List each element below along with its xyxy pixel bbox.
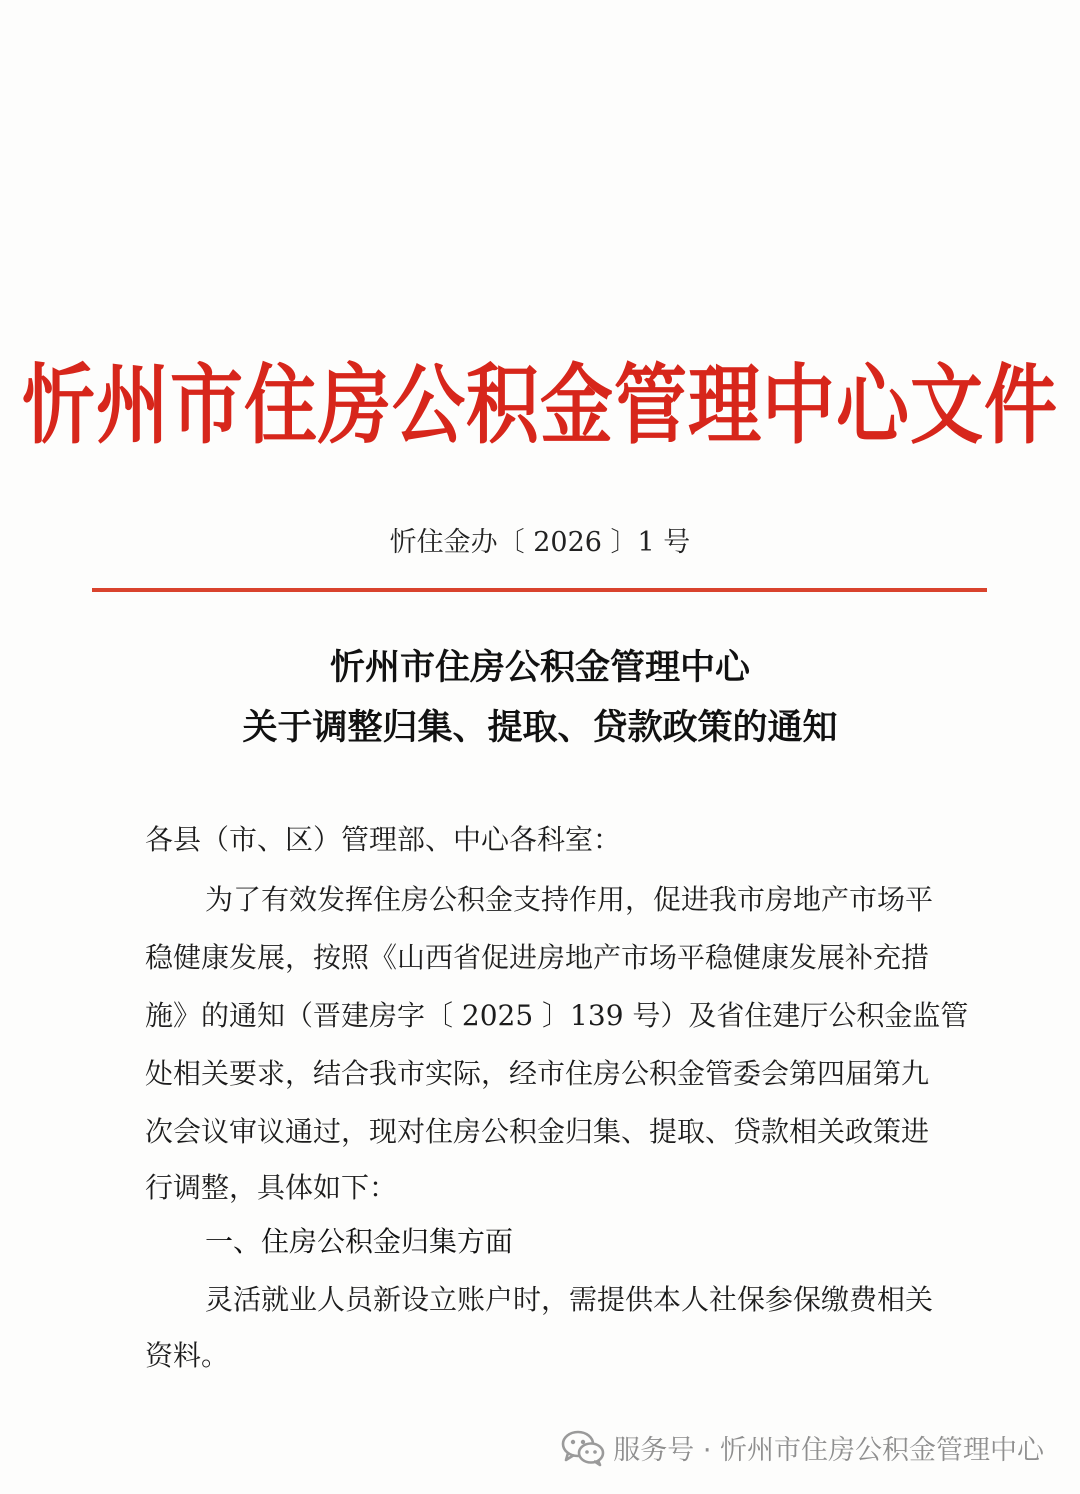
salutation: 各县（市、区）管理部、中心各科室：	[145, 823, 622, 856]
notice-title-line-2: 关于调整归集、提取、贷款政策的通知	[242, 707, 838, 748]
section-heading: 一、住房公积金归集方面	[205, 1225, 514, 1258]
service-account-watermark	[561, 1428, 1044, 1467]
paragraph-line: 行调整，具体如下：	[145, 1171, 398, 1204]
watermark-text: 服务号 · 忻州市住房公积金管理中心	[613, 1435, 1044, 1466]
paragraph-line: 资料。	[145, 1339, 230, 1372]
red-divider-line	[92, 588, 987, 592]
document-number: 忻住金办〔 2026 〕1 号	[389, 527, 691, 558]
paragraph-line: 为了有效发挥住房公积金支持作用，促进我市房地产市场平	[205, 883, 934, 916]
paragraph-line: 施》的通知（晋建房字〔 2025 〕139 号）及省住建厅公积金监管	[145, 999, 969, 1032]
notice-title-line-1: 忻州市住房公积金管理中心	[329, 647, 750, 688]
red-header-title: 忻州市住房公积金管理中心文件	[22, 354, 1058, 457]
paragraph-line: 处相关要求，结合我市实际，经市住房公积金管委会第四届第九	[145, 1057, 930, 1090]
paragraph-line: 灵活就业人员新设立账户时，需提供本人社保参保缴费相关	[205, 1283, 934, 1316]
paragraph-line: 次会议审议通过，现对住房公积金归集、提取、贷款相关政策进	[145, 1115, 930, 1148]
wechat-icon	[561, 1429, 605, 1467]
paragraph-line: 稳健康发展，按照《山西省促进房地产市场平稳健康发展补充措	[145, 941, 930, 974]
